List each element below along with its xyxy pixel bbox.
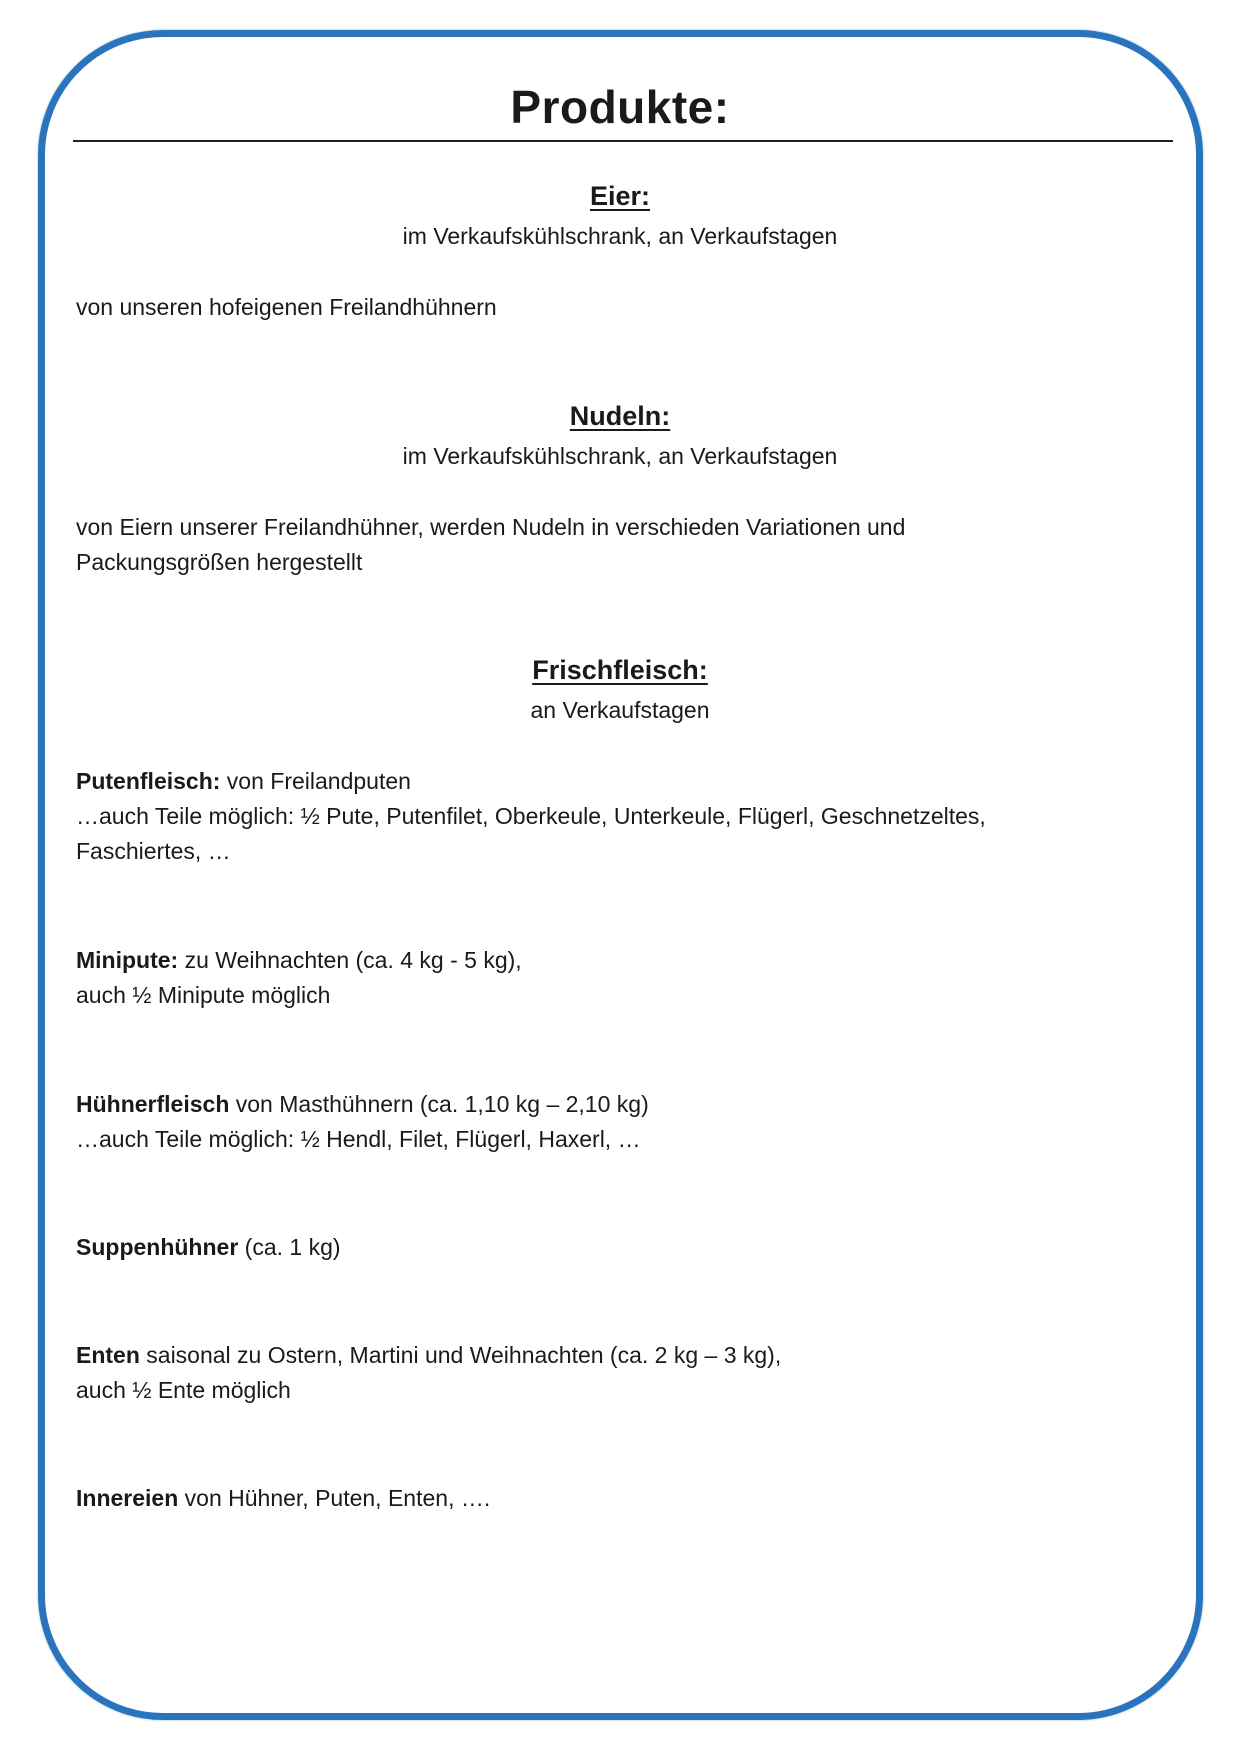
item-title-putenfleisch: Putenfleisch: [76,768,221,794]
putenfleisch-line-1 [76,764,1156,799]
section-subtitle-eier: im Verkaufskühlschrank, an Verkaufstagen [402,223,838,249]
huehnerfleisch-description: von Masthühnern (ca. 1,10 kg – 2,10 kg) [229,1091,649,1117]
innereien-description: von Hühner, Puten, Enten, …. [178,1485,491,1511]
section-heading-frischfleisch: Frischfleisch: [532,655,708,685]
item-title-enten: Enten [76,1342,140,1368]
item-innereien [76,1481,1156,1516]
page-title: Produkte: [510,81,730,133]
putenfleisch-line-3: Faschiertes, … [76,838,231,864]
item-putenfleisch [76,764,1156,869]
enten-line-2: auch ½ Ente möglich [76,1377,291,1403]
minipute-line-2: auch ½ Minipute möglich [76,982,331,1008]
nudeln-text-line-1: von Eiern unserer Freilandhühner, werden Nudeln in verschieden Variationen und [76,514,906,540]
innereien-line-1 [76,1481,1156,1516]
section-subtitle-nudeln: im Verkaufskühlschrank, an Verkaufstagen [402,443,838,469]
section-text-nudeln [76,510,1156,580]
title-divider [73,140,1173,142]
section-heading-nudeln: Nudeln: [569,401,671,431]
minipute-description: zu Weihnachten (ca. 4 kg - 5 kg), [178,947,522,973]
section-subtitle-frischfleisch: an Verkaufstagen [530,697,710,723]
section-text-eier: von unseren hofeigenen Freilandhühnern [76,294,497,320]
item-title-innereien: Innereien [76,1485,179,1511]
item-title-huehnerfleisch: Hühnerfleisch [76,1091,230,1117]
item-enten [76,1338,1156,1408]
huehnerfleisch-line-2: …auch Teile möglich: ½ Hendl, Filet, Flügerl, Haxerl, … [76,1126,641,1152]
putenfleisch-description: von Freilandputen [220,768,411,794]
section-heading-eier: Eier: [589,181,651,211]
item-title-minipute: Minipute: [76,947,179,973]
item-huehnerfleisch [76,1087,1156,1157]
nudeln-text-line-2: Packungsgrößen hergestellt [76,549,363,575]
suppenhuehner-description: (ca. 1 kg) [238,1234,341,1260]
enten-line-1 [76,1338,1156,1373]
page-border [38,30,1203,1720]
suppenhuehner-line-1 [76,1230,1156,1265]
item-minipute [76,943,1156,1013]
item-title-suppenhuehner: Suppenhühner [76,1234,239,1260]
enten-description: saisonal zu Ostern, Martini und Weihnachten (ca. 2 kg – 3 kg), [139,1342,782,1368]
item-suppenhuehner [76,1230,1156,1265]
huehnerfleisch-line-1 [76,1087,1156,1122]
minipute-line-1 [76,943,1156,978]
putenfleisch-line-2: …auch Teile möglich: ½ Pute, Putenfilet, Oberkeule, Unterkeule, Flügerl, Geschnetzeltes, [76,803,986,829]
